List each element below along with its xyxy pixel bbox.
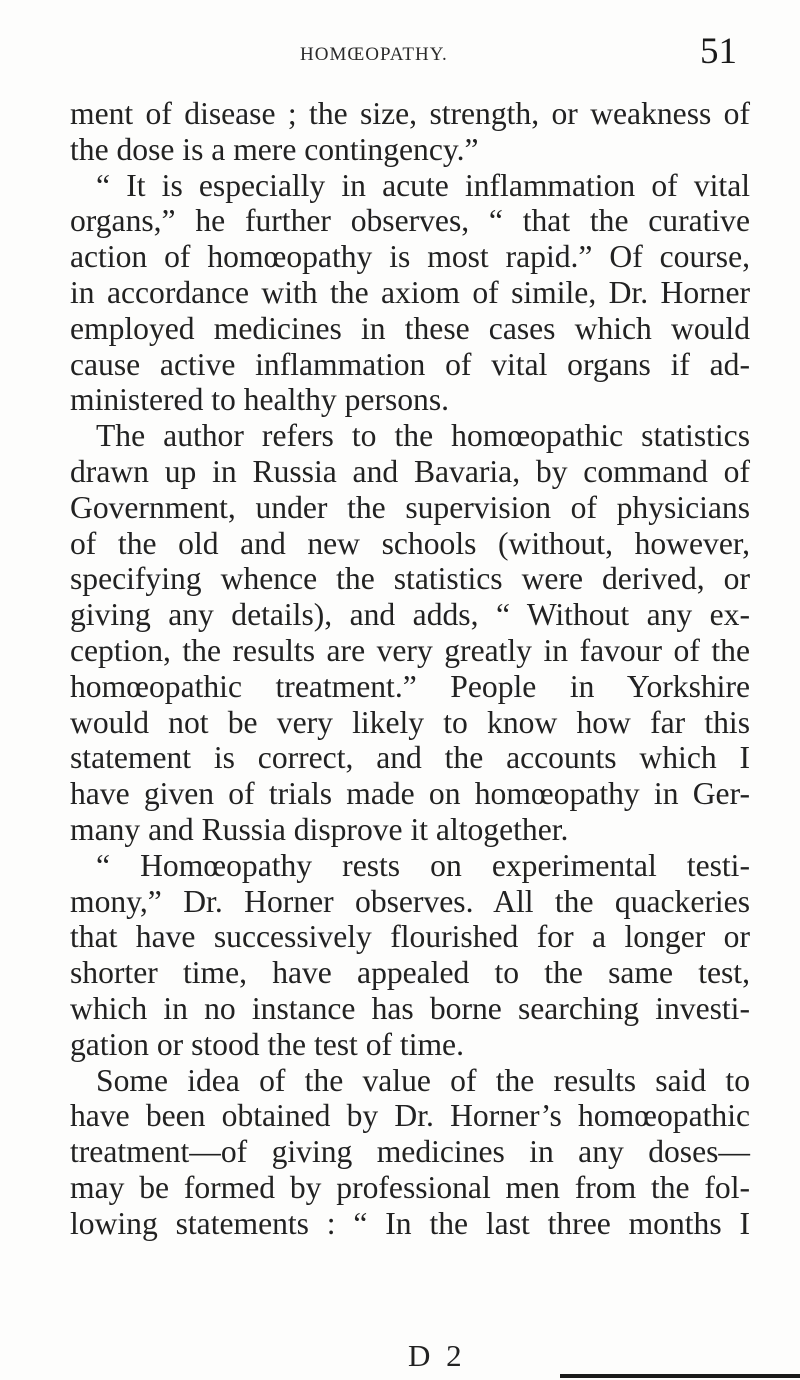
text-line: statement is correct, and the accounts which I [70,740,750,776]
text-line: of the old and new schools (without, however, [70,525,750,561]
text-line: may be formed by professional men from the fol- [70,1169,750,1205]
text-line: treatment—of giving medicines in any doses— [70,1134,750,1170]
text-line: ception, the results are very greatly in favour of the [70,632,750,668]
text-line: organs,” he further observes, “ that the curative [70,203,750,239]
text-line: action of homœopathy is most rapid.” Of course, [70,239,750,275]
text-line: homœopathic treatment.” People in Yorkshire [70,668,750,704]
text-line: have been obtained by Dr. Horner’s homœopathic [70,1098,750,1134]
page-number: 51 [700,31,737,72]
text-line: that have successively flourished for a longer or [70,919,750,955]
text-line: “ It is especially in acute inflammation of vital [96,167,750,203]
text-line: giving any details), and adds, “ Without any ex- [70,597,750,633]
text-line: specifying whence the statistics were derived, or [70,561,750,597]
text-line: Some idea of the value of the results said to [96,1062,750,1098]
text-line: shorter time, have appealed to the same test, [70,955,750,991]
text-line: lowing statements : “ In the last three months I [70,1205,750,1241]
text-line: ment of disease ; the size, strength, or weakness of [70,96,750,131]
text-line: “ Homœopathy rests on experimental testi- [96,847,750,883]
text-line: many and Russia disprove it altogether. [70,811,569,847]
signature-mark: D 2 [408,1338,466,1373]
text-line: would not be very likely to know how far this [70,704,750,740]
text-line: the dose is a mere contingency.” [70,131,479,167]
running-title: HOMŒOPATHY. [300,44,448,65]
text-line: cause active inflammation of vital organs if ad- [70,346,750,382]
text-line: employed medicines in these cases which would [70,310,750,346]
text-line: mony,” Dr. Horner observes. All the quackeries [70,883,750,919]
text-line: have given of trials made on homœopathy in Ger- [70,776,750,812]
text-line: which in no instance has borne searching investi- [70,990,750,1026]
text-line: gation or stood the test of time. [70,1026,464,1062]
text-line: in accordance with the axiom of simile, Dr. Horner [70,274,750,310]
bottom-rule [560,1374,800,1378]
text-line: drawn up in Russia and Bavaria, by command of [70,453,750,489]
text-line: The author refers to the homœopathic statistics [96,418,750,454]
text-line: ministered to healthy persons. [70,382,450,418]
body-text [70,96,750,1242]
text-line: Government, under the supervision of physicians [70,489,750,525]
